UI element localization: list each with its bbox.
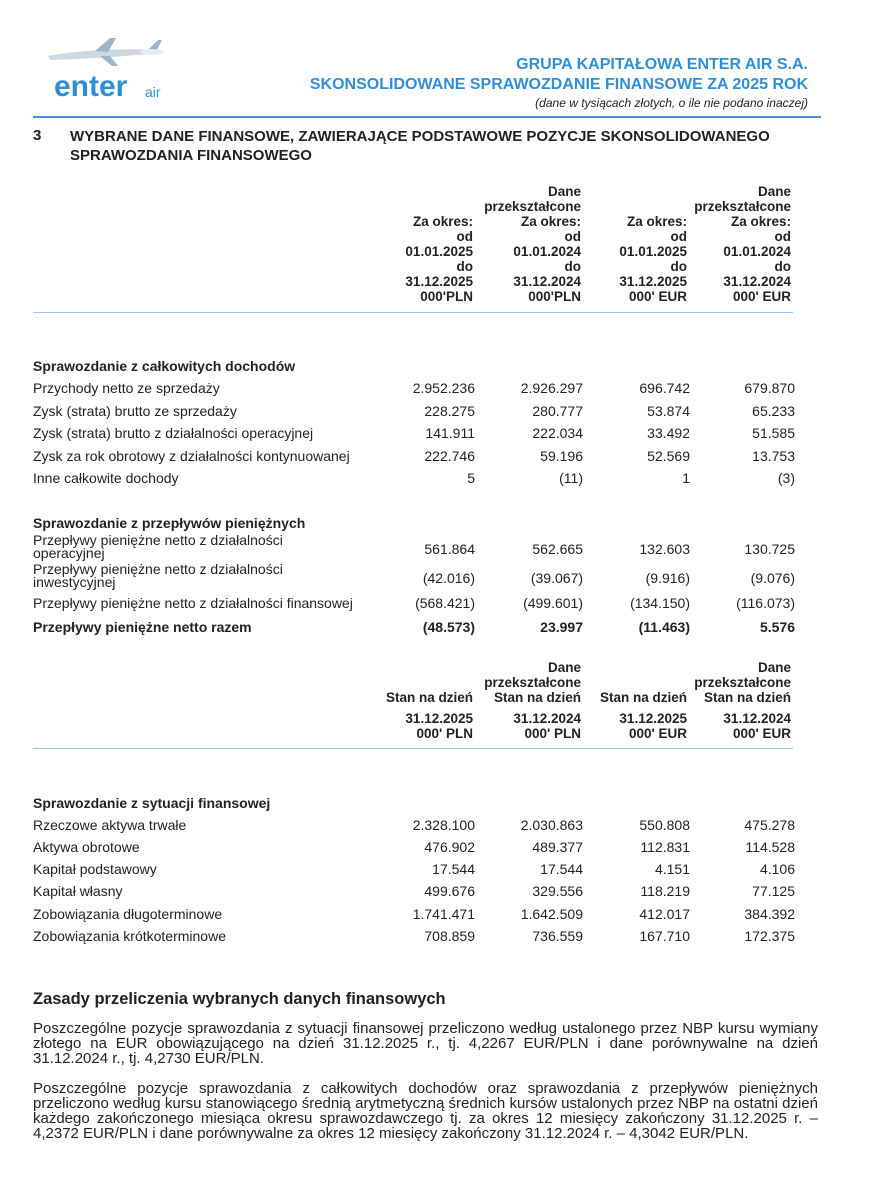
balance-col-header: Dane przekształcone Stan na dzień 31.12.2024 000' PLN: [484, 660, 581, 741]
balance-col-header: Stan na dzień 31.12.2025 000' PLN: [385, 690, 473, 741]
balance-col-header: Dane przekształcone Stan na dzień 31.12.2024 000' EUR: [694, 660, 791, 741]
logo-wordmark: enter: [54, 70, 128, 103]
period-col-header: Za okres: od 01.01.2025 do 31.12.2025 000' EUR: [619, 214, 687, 304]
table-row: Zysk (strata) brutto ze sprzedaży 228.275 280.777 53.874 65.233: [33, 403, 795, 419]
table-row: Kapitał własny 499.676 329.556 118.219 77.125: [33, 883, 795, 899]
section-number: 3: [33, 127, 42, 144]
table-row: Przychody netto ze sprzedaży 2.952.236 2.926.297 696.742 679.870: [33, 380, 795, 396]
document-header: [310, 55, 808, 111]
period-col-header: Dane przekształcone Za okres: od 01.01.2024 do 31.12.2024 000' EUR: [694, 184, 791, 304]
enter-air-logo: [40, 34, 180, 104]
table-row: Zysk za rok obrotowy z działalności kontynuowanej 222.746 59.196 52.569 13.753: [33, 448, 795, 464]
company-name: GRUPA KAPITAŁOWA ENTER AIR S.A.: [516, 56, 808, 73]
table-row: Aktywa obrotowe 476.902 489.377 112.831 114.528: [33, 839, 795, 855]
balance-col-header: Stan na dzień 31.12.2025 000' EUR: [599, 690, 687, 741]
table-row: Przepływy pieniężne netto z działalności operacyjnej 561.864 562.665 132.603 130.725: [33, 532, 795, 561]
group-title: Sprawozdanie z całkowitych dochodów: [33, 358, 296, 374]
table-row: Przepływy pieniężne netto z działalności inwestycyjnej (42.016) (39.067) (9.916) (9.076): [33, 561, 795, 590]
group-title: Sprawozdanie z sytuacji finansowej: [33, 795, 271, 811]
table-row: Kapitał podstawowy 17.544 17.544 4.151 4.106: [33, 861, 795, 877]
period-col-header: Dane przekształcone Za okres: od 01.01.2024 do 31.12.2024 000'PLN: [484, 184, 581, 304]
table-row: Przepływy pieniężne netto z działalności finansowej (568.421) (499.601) (134.150) (116.073): [33, 595, 795, 611]
header-divider: [33, 116, 821, 118]
units-note: (dane w tysiącach złotych, o ile nie podano inaczej): [535, 96, 808, 110]
section-title: WYBRANE DANE FINANSOWE, ZAWIERAJĄCE PODSTAWOWE POZYCJE SKONSOLIDOWANEGO SPRAWOZDANIA FINANSOWEGO: [70, 128, 770, 164]
svg-text:air: air: [145, 84, 161, 100]
notes-paragraph: Poszczególne pozycje sprawozdania z sytuacji finansowej przeliczono według ustalonego przez NBP kursu wymiany złotego na EUR obowiązującego na dzień 31.12.2025 r., tj. 4,2267 EUR/PLN i dane porównywalne na dzień 31.12.2024 r., tj. 4,2730 EUR/PLN.: [33, 1020, 818, 1067]
table-row: Zobowiązania krótkoterminowe 708.859 736.559 167.710 172.375: [33, 928, 795, 944]
table-row: Inne całkowite dochody 5 (11) 1 (3): [33, 470, 795, 486]
period-col-header: Za okres: od 01.01.2025 do 31.12.2025 000'PLN: [405, 214, 473, 304]
group-title: Sprawozdanie z przepływów pieniężnych: [33, 515, 306, 531]
table-header-rule: [33, 312, 793, 313]
table-row: Rzeczowe aktywa trwałe 2.328.100 2.030.863 550.808 475.278: [33, 817, 795, 833]
table-header-rule: [33, 748, 793, 749]
airplane-icon: [48, 38, 164, 66]
notes-paragraph: Poszczególne pozycje sprawozdania z całkowitych dochodów oraz sprawozdania z przepływów pieniężnych przeliczono według kursu stanowiącego średnią arytmetyczną średnich kursów ustalonych przez NBP na ostatni dzień każdego zakończonego miesiąca okresu sprawozdawczego tj. za okres 12 miesięcy zakończony 31.12.2025 r. – 4,2372 EUR/PLN i dane porównywalne za okres 12 miesięcy zakończony 31.12.2024 r. – 4,3042 EUR/PLN.: [33, 1080, 818, 1142]
table-row: Zobowiązania długoterminowe 1.741.471 1.642.509 412.017 384.392: [33, 906, 795, 922]
table-row-total: Przepływy pieniężne netto razem (48.573) 23.997 (11.463) 5.576: [33, 619, 795, 635]
table-row: Zysk (strata) brutto z działalności operacyjnej 141.911 222.034 33.492 51.585: [33, 425, 795, 441]
report-title: SKONSOLIDOWANE SPRAWOZDANIE FINANSOWE ZA 2025 ROK: [309, 76, 808, 93]
notes-title: Zasady przeliczenia wybranych danych finansowych: [33, 990, 446, 1008]
